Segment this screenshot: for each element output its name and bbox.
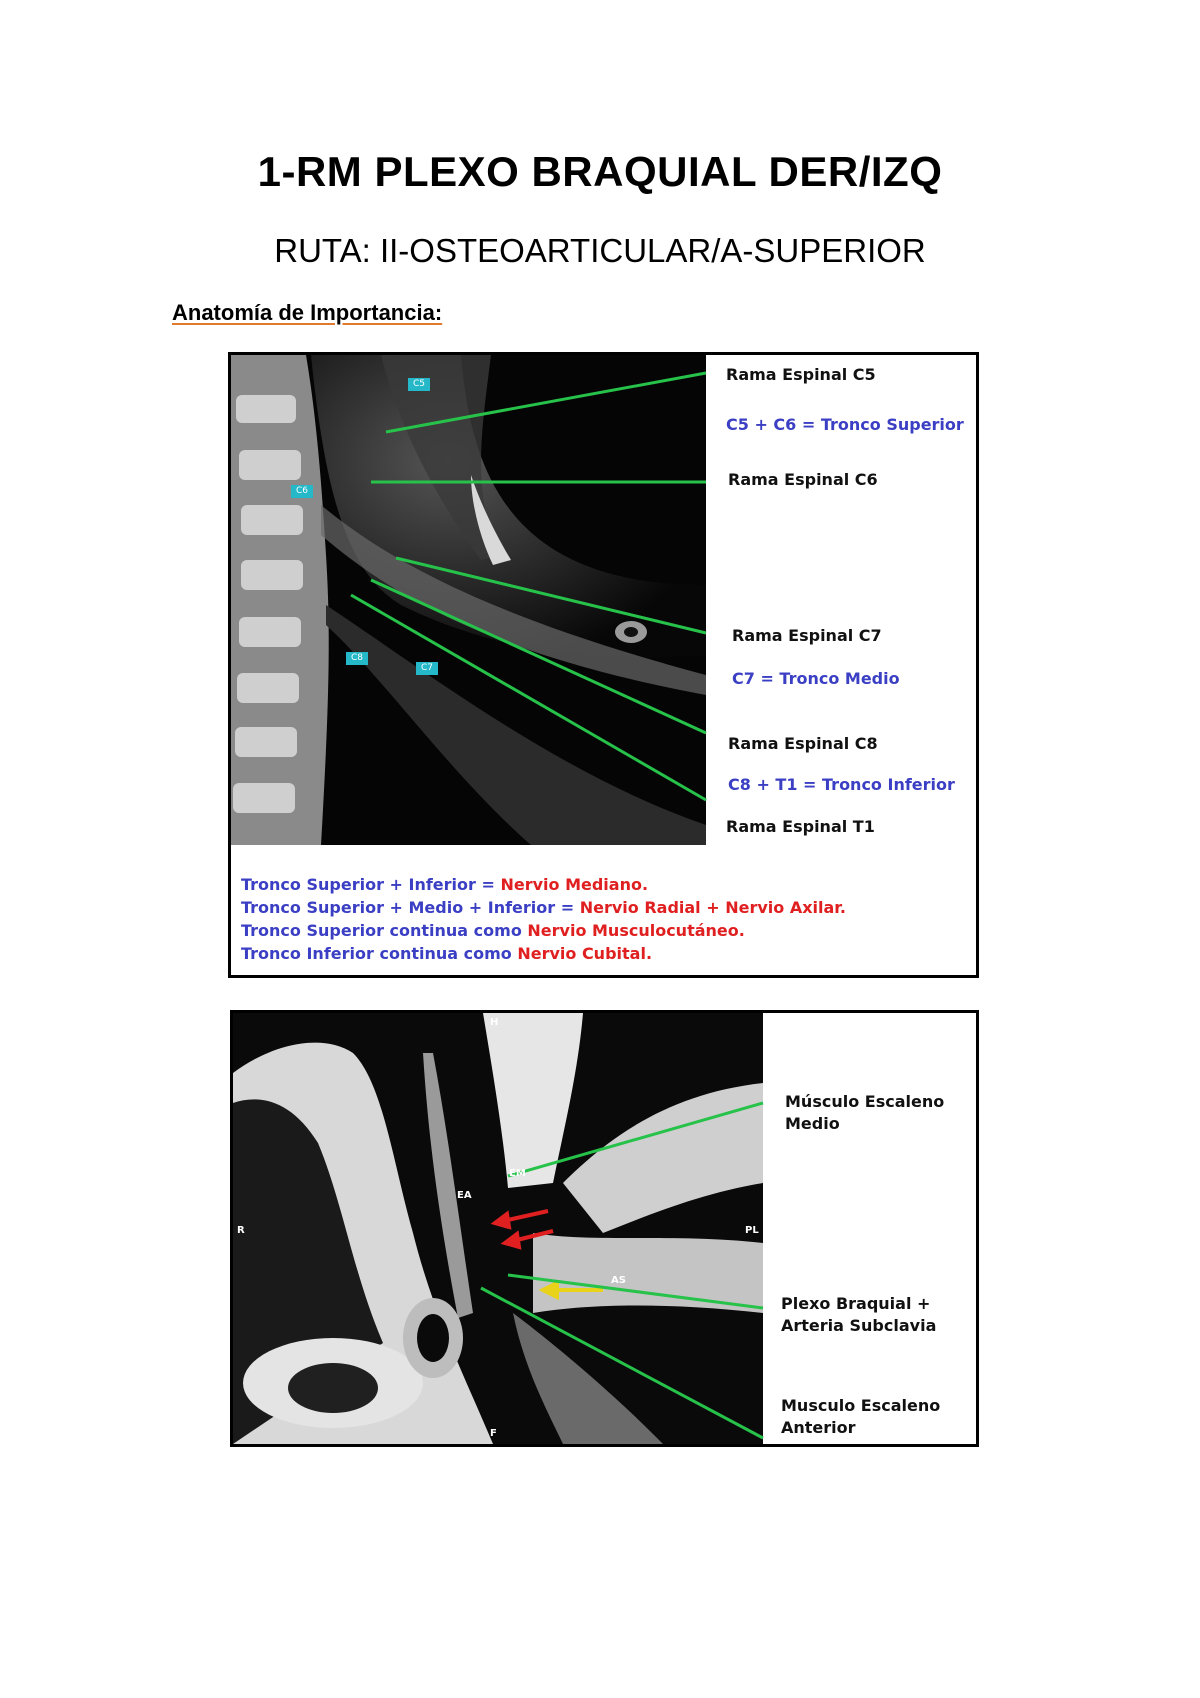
label-tronco-medio: C7 = Tronco Medio — [732, 669, 900, 688]
label-escaleno-medio — [785, 1091, 944, 1135]
page-title: 1-RM PLEXO BRAQUIAL DER/IZQ — [257, 148, 943, 195]
vertebra-tag-c7: C7 — [416, 662, 438, 675]
image-tag-ea: EA — [457, 1190, 472, 1201]
label-rama-c8: Rama Espinal C8 — [728, 734, 878, 753]
vertebra-tag-c6: C6 — [291, 485, 313, 498]
label-rama-c7: Rama Espinal C7 — [732, 626, 882, 645]
label-line: Medio — [785, 1114, 840, 1133]
legend-nerve-text: Nervio Cubital. — [517, 944, 653, 963]
image-tag-left: R — [237, 1225, 245, 1236]
label-rama-t1: Rama Espinal T1 — [726, 817, 875, 836]
legend-line — [241, 919, 846, 942]
legend-nerve-text: Nervio Radial + Nervio Axilar. — [579, 898, 846, 917]
image-tag-top: H — [490, 1017, 499, 1028]
image-tag-as: AS — [611, 1275, 626, 1286]
image-tag-bottom: F — [490, 1428, 497, 1439]
figure-mri-coronal — [230, 1010, 979, 1447]
legend-line — [241, 873, 846, 896]
legend-line — [241, 942, 846, 965]
label-rama-c5: Rama Espinal C5 — [726, 365, 876, 384]
label-line: Anterior — [781, 1418, 856, 1437]
legend-line — [241, 896, 846, 919]
label-line: Musculo Escaleno — [781, 1396, 941, 1415]
legend-nerve-text: Nervio Mediano. — [500, 875, 649, 894]
label-line: Plexo Braquial + — [781, 1294, 931, 1313]
legend-trunk-text: Tronco Superior + Medio + Inferior = — [241, 898, 580, 917]
legend — [241, 873, 846, 965]
vertebra-tag-c8: C8 — [346, 652, 368, 665]
legend-trunk-text: Tronco Inferior continua como — [241, 944, 518, 963]
label-plexo-braquial — [781, 1293, 936, 1337]
label-escaleno-anterior — [781, 1395, 940, 1439]
label-tronco-inferior: C8 + T1 = Tronco Inferior — [728, 775, 955, 794]
label-line: Músculo Escaleno — [785, 1092, 945, 1111]
legend-nerve-text: Nervio Musculocutáneo. — [527, 921, 745, 940]
legend-trunk-text: Tronco Superior + Inferior = — [241, 875, 501, 894]
legend-trunk-text: Tronco Superior continua como — [241, 921, 528, 940]
mri-coronal-image — [233, 1013, 976, 1444]
section-heading: Anatomía de Importancia: — [172, 300, 443, 325]
image-tag-em: EM — [509, 1168, 526, 1179]
label-tronco-superior: C5 + C6 = Tronco Superior — [726, 415, 964, 434]
label-line: Arteria Subclavia — [781, 1316, 937, 1335]
image-tag-right: PL — [745, 1225, 759, 1236]
figure-mri-sagittal — [228, 352, 979, 978]
label-rama-c6: Rama Espinal C6 — [728, 470, 878, 489]
route-subtitle: RUTA: II-OSTEOARTICULAR/A-SUPERIOR — [274, 232, 926, 269]
vertebra-tag-c5: C5 — [408, 378, 430, 391]
